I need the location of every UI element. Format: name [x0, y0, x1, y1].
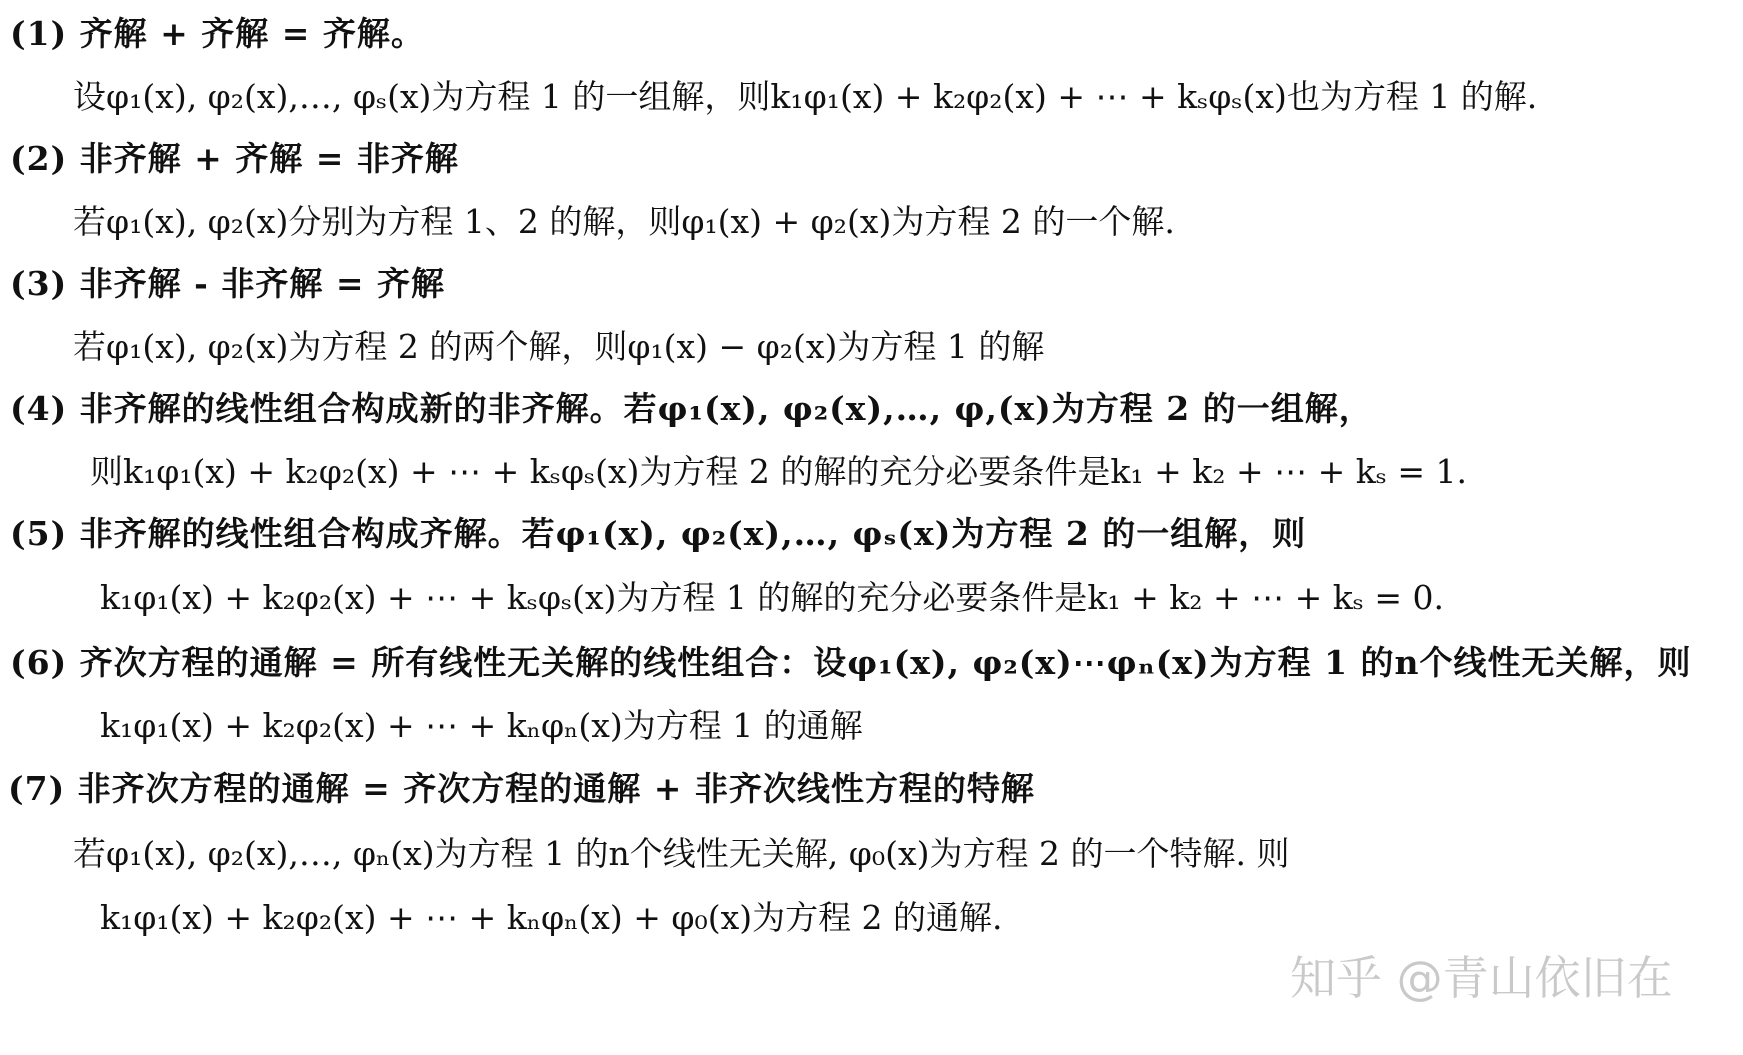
item-4-body: 则k₁φ₁(x) + k₂φ₂(x) + ⋯ + kₛφₛ(x)为方程 2 的解的充分必要条件是k₁ + k₂ + ⋯ + kₛ = 1.	[90, 452, 1467, 491]
item-5-body: k₁φ₁(x) + k₂φ₂(x) + ⋯ + kₛφₛ(x)为方程 1 的解的充分必要条件是k₁ + k₂ + ⋯ + kₛ = 0.	[100, 578, 1444, 617]
item-2-body: 若φ₁(x), φ₂(x)分别为方程 1、2 的解，则φ₁(x) + φ₂(x)为方程 2 的一个解.	[73, 202, 1175, 241]
item-3-body: 若φ₁(x), φ₂(x)为方程 2 的两个解，则φ₁(x) − φ₂(x)为方程 1 的解	[73, 327, 1045, 366]
item-6-body: k₁φ₁(x) + k₂φ₂(x) + ⋯ + kₙφₙ(x)为方程 1 的通解	[100, 706, 863, 745]
item-1-body: 设φ₁(x), φ₂(x),…, φₛ(x)为方程 1 的一组解，则k₁φ₁(x) + k₂φ₂(x) + ⋯ + kₛφₛ(x)也为方程 1 的解.	[73, 77, 1538, 116]
item-1-heading: (1) 齐解 + 齐解 = 齐解。	[10, 14, 425, 53]
zhihu-watermark: 知乎 @青山依旧在	[1290, 951, 1673, 1005]
item-6-heading: (6) 齐次方程的通解 = 所有线性无关解的线性组合：设φ₁(x), φ₂(x)⋯φₙ(x)为方程 1 的n个线性无关解，则	[10, 643, 1692, 682]
item-4-heading: (4) 非齐解的线性组合构成新的非齐解。若φ₁(x), φ₂(x),…, φ,(x)为方程 2 的一组解，	[10, 389, 1373, 428]
item-2-heading: (2) 非齐解 + 齐解 = 非齐解	[10, 139, 459, 178]
item-3-heading: (3) 非齐解 - 非齐解 = 齐解	[10, 264, 445, 303]
item-7-heading: (7) 非齐次方程的通解 = 齐次方程的通解 + 非齐次线性方程的特解	[8, 769, 1035, 808]
item-5-heading: (5) 非齐解的线性组合构成齐解。若φ₁(x), φ₂(x),…, φₛ(x)为方程 2 的一组解，则	[10, 514, 1307, 553]
item-7-body: 若φ₁(x), φ₂(x),…, φₙ(x)为方程 1 的n个线性无关解, φ₀(x)为方程 2 的一个特解. 则	[73, 834, 1290, 873]
item-7-formula: k₁φ₁(x) + k₂φ₂(x) + ⋯ + kₙφₙ(x) + φ₀(x)为方程 2 的通解.	[100, 898, 1003, 937]
